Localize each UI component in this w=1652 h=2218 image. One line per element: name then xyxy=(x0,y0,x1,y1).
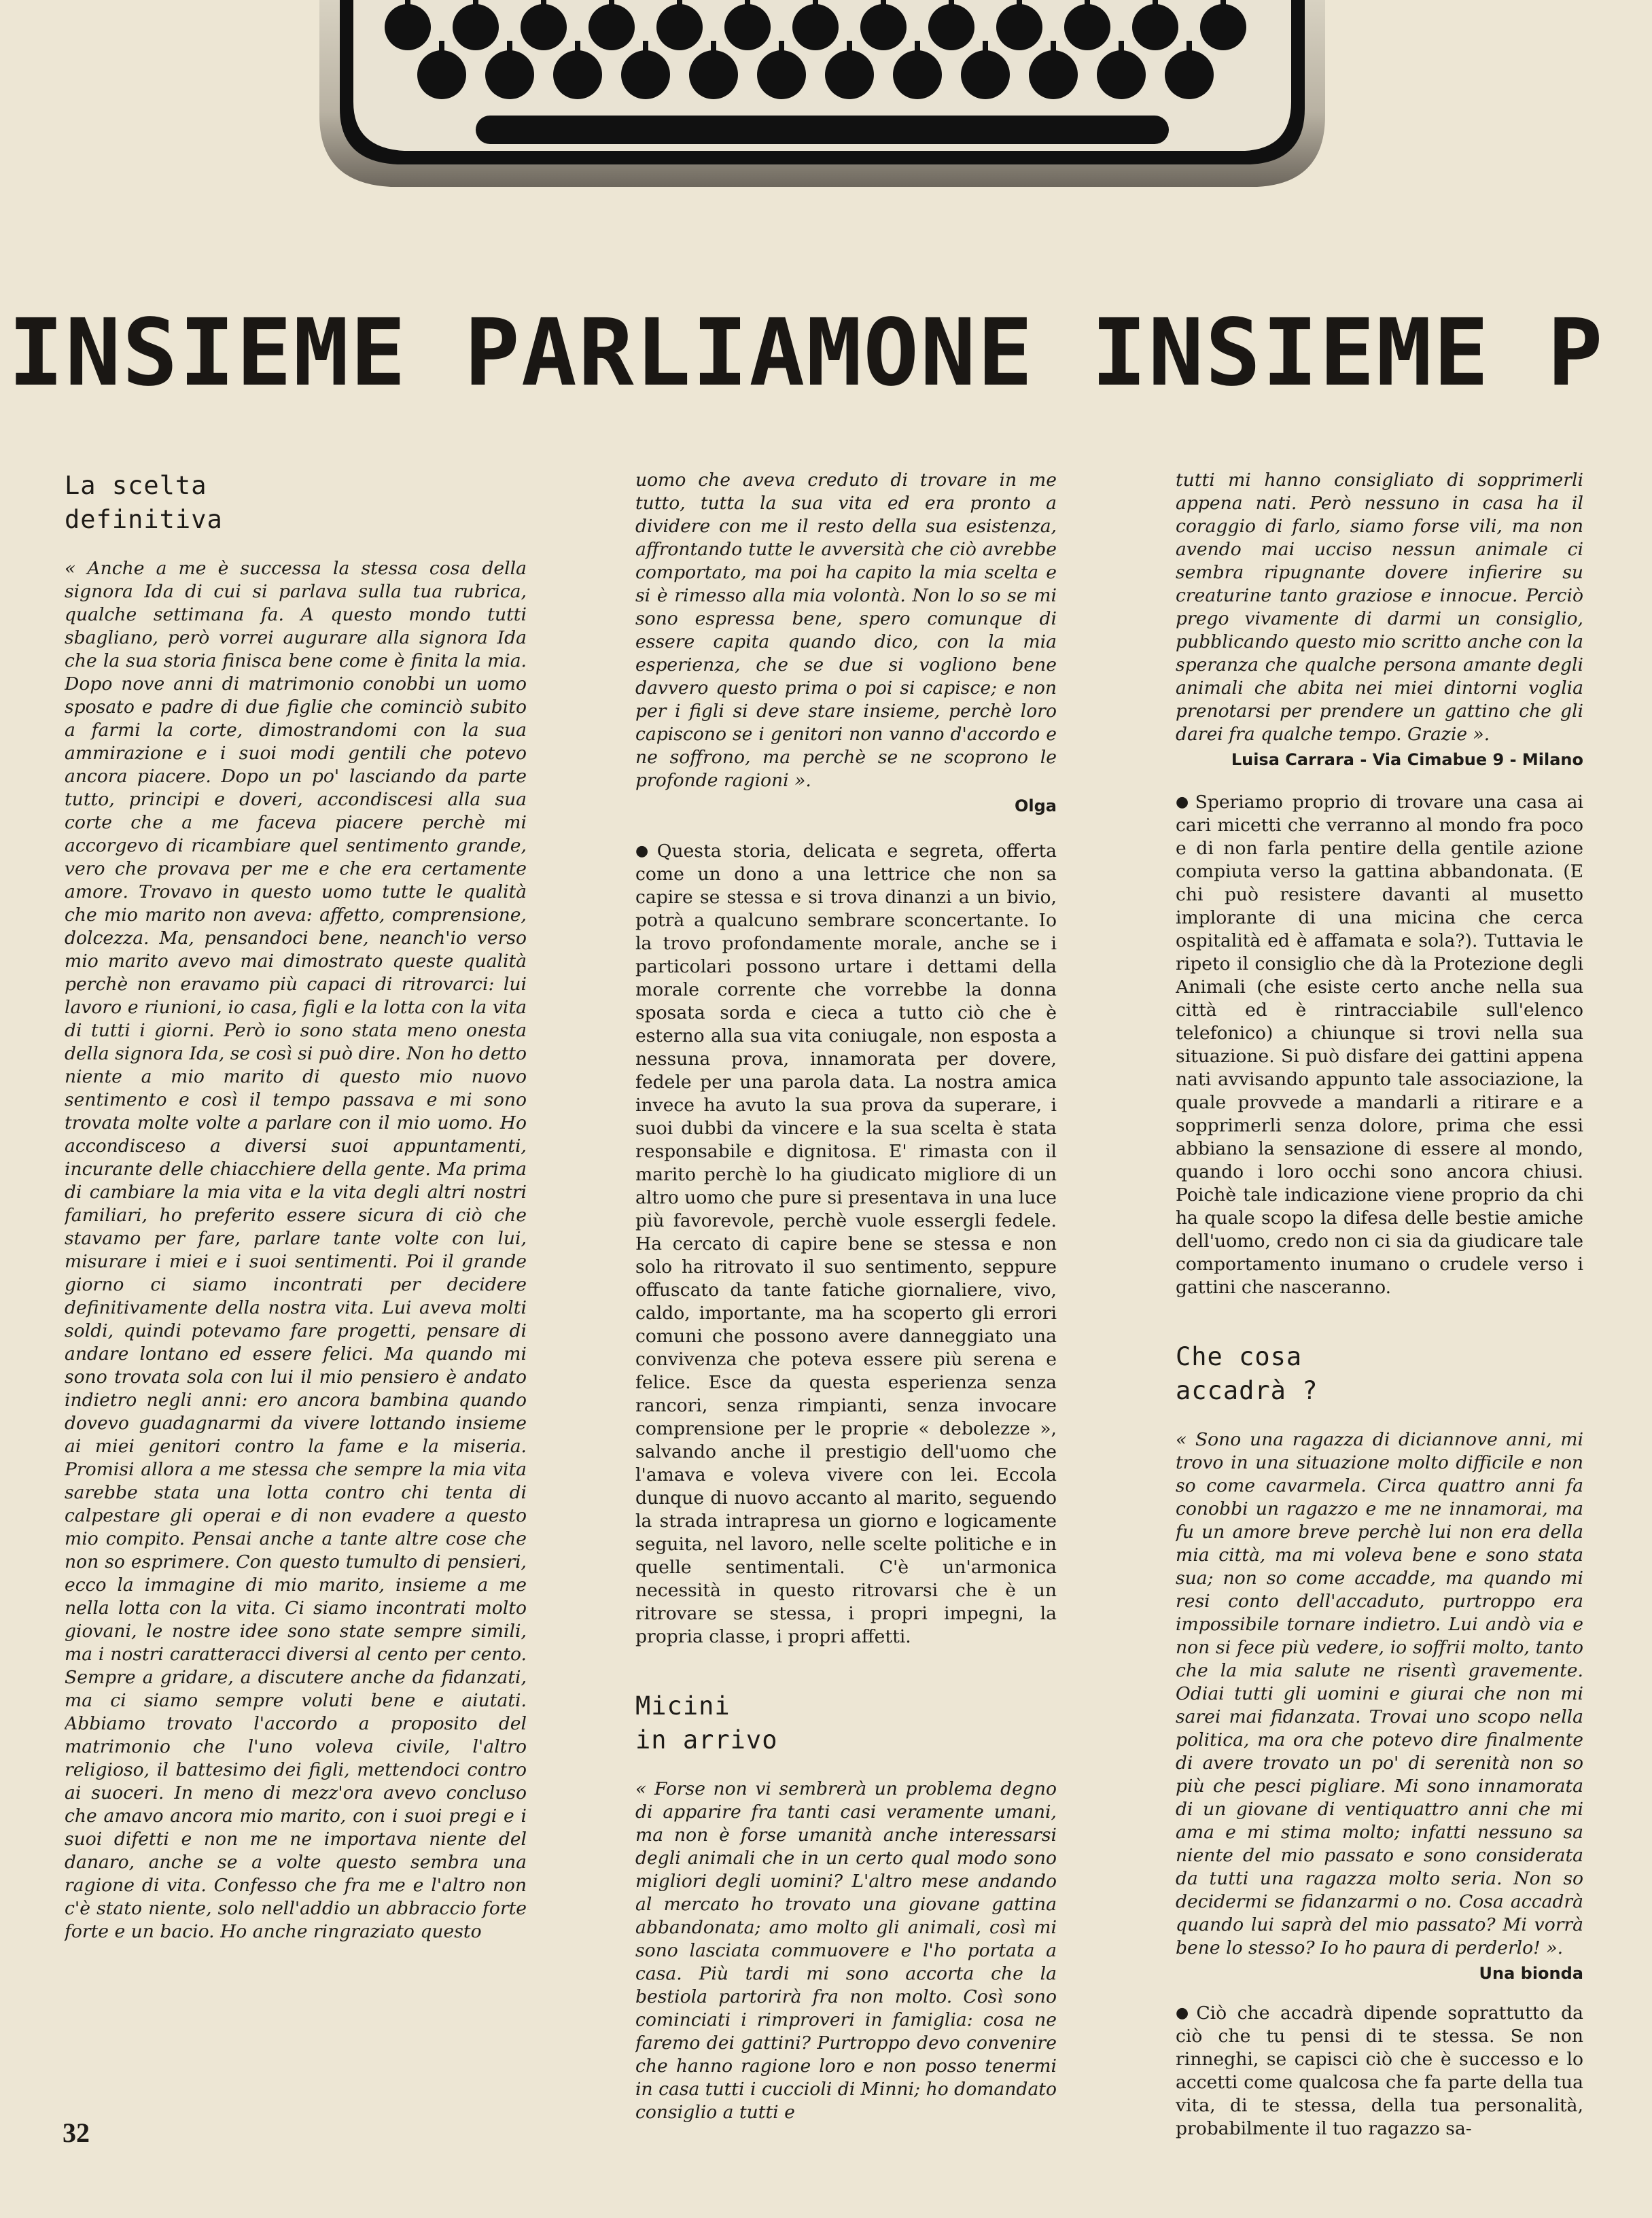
letter-luisa: « Forse non vi sembrerà un problema degno di apparire fra tanti casi veramente umani, ma non è forse umanità anche interessarsi degli animali che in un certo qual modo sono migliori degli uomini? L'altro mese andando al mercato ho trovato una giovane gattina abbandonata; amo molto gli animali, così mi sono lasciata commuovere e l'ho portata a casa. Più tardi mi sono accorta che la bestiola partorirà fra non molto. Così sono cominciati i rimproveri in famiglia: cosa ne faremo dei gattini? Purtroppo devo convenire che hanno ragione loro e non posso tenermi in casa tutti i cuccioli di Minni; ho domandato consiglio a tutti e xyxy=(635,1778,1057,2123)
bullet-icon: ● xyxy=(635,843,654,860)
reply-olga xyxy=(635,840,1057,1649)
letter-olga: « Anche a me è successa la stessa cosa della signora Ida di cui si parlava sulla tua rubrica, qualche settimana fa. A questo mondo tutti sbagliano, però vorrei augurare alla signora Ida che la sua storia finisca bene come è finita la mia. Dopo nove anni di matrimonio conobbi un uomo sposato e padre di due figlie che cominciò subito a farmi la corte, dimostrandomi con la sua ammirazione e i suoi modi gentili che potevo ancora piacere. Dopo un po' lasciando da parte tutto, principi e doveri, accondiscesi alla sua corte che a me faceva piacere perchè mi accorgevo di ricambiare quel sentimento grande, vero che provava per me e che era certamente amore. Trovavo in questo uomo tutte le qualità che mio marito non aveva: affetto, comprensione, dolcezza. Ma, pensandoci bene, neanch'io verso mio marito avevo mai dimostrato queste qualità perchè non eravamo più capaci di ritrovarci: lui lavoro e riunioni, io casa, figli e la lotta con la vita di tutti i giorni. Però io sono stata meno onesta della signora Ida, se così si può dire. Non ho detto niente a mio marito di questo mio nuovo sentimento e così il tempo passava e mi sono trovata molte volte a parlare con il mio uomo. Ho accondisceso a diversi suoi appuntamenti, incurante delle chiacchiere della gente. Ma prima di cambiare la mia vita e la vita degli altri nostri familiari, ho preferito essere sicura di ciò che stavamo per fare, parlare tante volte con lui, misurare i miei e i suoi sentimenti. Poi il grande giorno ci siamo incontrati per decidere definitivamente della nostra vita. Lui aveva molti soldi, quindi potevamo fare progetti, pensare di andare lontano ed essere felici. Ma quando mi sono trovata sola con lui il mio pensiero è andato indietro negli anni: ero ancora bambina quando dovevo guadagnarmi da vivere lottando insieme ai miei genitori contro la fame e la miseria. Promisi allora a me stessa che sempre la mia vita sarebbe stata una lotta contro chi tenta di calpestare gli operai e di non evadere a questo mio compito. Pensai anche a tante altre cose che non so esprimere. Con questo tumulto di pensieri, ecco la immagine di mio marito, insieme a me nella lotta con la vita. Ci siamo incontrati molto giovani, le nostre idee sono state sempre simili, ma i nostri caratteracci diversi al cento per cento. Sempre a gridare, a discutere anche da fidanzati, ma ci siamo sempre voluti bene e aiutati. Abbiamo trovato l'accordo a proposito del matrimonio che l'uno voleva civile, l'altro religioso, il battesimo dei figli, mettendoci contro ai suoceri. In meno di mezz'ora avevo concluso che amavo ancora mio marito, con i suoi pregi e i suoi difetti e non me ne importava niente del danaro, anche se a volte questo sembra una ragione di vita. Confesso che fra me e l'altro non c'è stato niente, solo nell'addio un abbraccio forte forte e un bacio. Ho anche ringraziato questo xyxy=(65,558,527,1942)
column-left xyxy=(65,469,527,1943)
column-right xyxy=(1176,469,1583,2141)
page-number: 32 xyxy=(63,2117,90,2148)
letter-luisa-continued: tutti mi hanno consigliato di sopprimerli appena nati. Però nessuno in casa ha il coraggio di farlo, siamo forse vili, ma non avendo mai ucciso nessun animale ci sembra ripugnante dovere infierire su creaturine tanto graziose e innocue. Perciò prego vivamente di darmi un consiglio, pubblicando questo mio scritto anche con la speranza che qualche persona amante degli animali che abita nei miei dintorni voglia prenotarsi per prendere un gattino che gli darei fra qualche tempo. Grazie ». xyxy=(1176,470,1583,745)
signature-bionda: Una bionda xyxy=(1479,1964,1583,1983)
signature-olga: Olga xyxy=(1014,796,1057,815)
reply-olga-text: Questa storia, delicata e segreta, offerta come un dono a una lettrice che non sa capire se stessa e si trova dinanzi a un bivio, potrà a qualcuno sembrare sconcertante. Io la trovo profondamente morale, anche se i particolari possono urtare i dettami della morale corrente che vorrebbe la donna sposata sorda e cieca a tutto ciò che è esterno alla sua vita coniugale, non esposta a nessuna prova, innamorata per dovere, fedele per una parola data. La nostra amica invece ha avuto la sua prova da superare, i suoi dubbi da vincere e la sua scelta è stata responsabile e dignitosa. E' rimasta con il marito perchè lo ha giudicato migliore di un altro uomo che pure si presentava in una luce più favorevole, perchè vuole essergli fedele. Ha cercato di capire bene se stessa e non solo ha ritrovato il suo sentimento, seppure offuscato da tante fatiche giornaliere, vivo, caldo, importante, ma ha scoperto gli errori comuni che possono avere danneggiato una convivenza che poteva essere più serena e felice. Esce da questa esperienza senza rancori, senza rimpianti, senza invocare comprensione per le proprie « debolezze », salvando anche il prestigio dell'uomo che l'amava e voleva vivere con lei. Eccola dunque di nuovo accanto al marito, seguendo la strada intrapresa un giorno e logicamente seguita, nel lavoro, nelle scelte politiche e in quelle sentimentali. C'è un'armonica necessità in questo ritrovarsi che è un ritrovare se stessa, i propri impegni, la propria classe, i propri affetti. xyxy=(635,841,1057,1647)
reply-bionda-text: Ciò che accadrà dipende soprattutto da ciò che tu pensi di te stessa. Se non rinneghi, se capisci ciò che è successo e lo accetti come qualcosa che fa parte della tua vita, di te stessa, della tua personalità, probabilmente il tuo ragazzo sa- xyxy=(1176,2003,1583,2139)
reply-luisa xyxy=(1176,791,1583,1299)
bullet-icon: ● xyxy=(1176,2005,1194,2022)
section-heading-accadra: Che cosa accadrà ? xyxy=(1176,1342,1318,1405)
letter-olga-continued: uomo che aveva creduto di trovare in me tutto, tutta la sua vita ed era pronto a dividere con me il resto della sua esistenza, affrontando tutte le avversità che ciò avrebbe comportato, ma poi ha capito la mia scelta e si è rimesso alla mia volontà. Non lo so se mi sono espressa bene, spero comunque di essere capita quando dico, con la mia esperienza, che se due si vogliono bene davvero questo prima o poi si capisce; e non per i figli si deve stare insieme, perchè loro capiscono se i genitori non vanno d'accordo e ne soffrono, ma perchè se ne scoprono le profonde ragioni ». xyxy=(635,470,1057,791)
reply-luisa-text: Speriamo proprio di trovare una casa ai cari micetti che verranno al mondo fra poco e di non farla pentire della gentile azione compiuta verso la gattina abbandonata. (E chi può resistere davanti al musetto implorante di una micina che cerca ospitalità ed è affamata e sola?). Tuttavia le ripeto il consiglio che dà la Protezione degli Animali (che esiste certo anche nella sua città ed è rintracciabile sull'elenco telefonico) a chiunque si trovi nella sua situazione. Si può disfare dei gattini appena nati avvisando appunto tale associazione, la quale provvede a mandarli a ritirare e a sopprimerli senza dolore, prima che essi abbiano la sensazione di essere al mondo, quando i loro occhi sono ancora chiusi. Poichè tale indicazione viene proprio da chi ha quale scopo la difesa delle bestie amiche dell'uomo, credo non ci sia da giudicare tale comportamento inumano o crudele verso i gattini che nasceranno. xyxy=(1176,792,1583,1298)
column-banner: INSIEME PARLIAMONE INSIEME P xyxy=(8,300,1604,407)
section-heading-scelta: La scelta definitiva xyxy=(65,471,223,534)
reply-bionda xyxy=(1176,2002,1583,2141)
column-middle xyxy=(635,469,1057,2124)
signature-luisa: Luisa Carrara - Via Cimabue 9 - Milano xyxy=(1231,750,1583,769)
bullet-icon: ● xyxy=(1176,794,1193,811)
letter-bionda: « Sono una ragazza di diciannove anni, mi trovo in una situazione molto difficile e non so come cavarmela. Circa quattro anni fa conobbi un ragazzo e me ne innamorai, ma fu un amore breve perchè lui non era della mia città, ma mi voleva bene e sono stata sua; non so come accadde, ma quando mi resi conto dell'accaduto, purtroppo era impossibile tornare indietro. Lui andò via e non si fece più vedere, io soffrii molto, tanto che la mia salute ne risentì gravemente. Odiai tutti gli uomini e giurai che non mi sarei mai fidanzata. Trovai uno scopo nella politica, ma ora che potevo dire finalmente di avere trovato un po' di serenità non so più che pesci pigliare. Mi sono innamorata di un giovane di ventiquattro anni che mi ama e mi stima molto; infatti nessuno sa niente del mio passato e sono considerata da tutti una ragazza molto seria. Non so decidermi se fidanzarmi o no. Cosa accadrà quando lui saprà del mio passato? Mi vorrà bene lo stesso? Io ho paura di perderlo! ». xyxy=(1176,1429,1583,1958)
section-heading-micini: Micini in arrivo xyxy=(635,1691,778,1755)
typewriter-illustration xyxy=(0,0,1652,285)
